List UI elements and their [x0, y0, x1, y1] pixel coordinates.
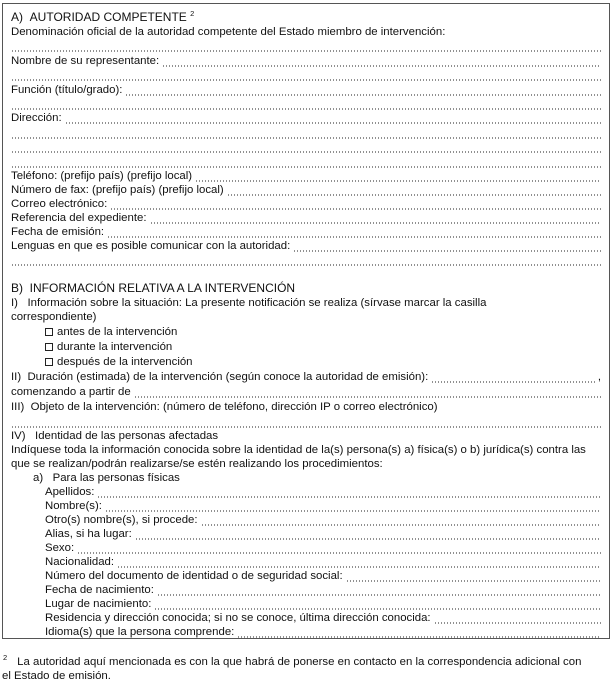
- telefono-label: Teléfono: (prefijo país) (prefijo local): [11, 170, 193, 182]
- alias-field[interactable]: [45, 527, 601, 541]
- representante-label: Nombre de su representante:: [11, 55, 160, 67]
- objeto-field[interactable]: [11, 415, 601, 429]
- footnote-line-2: el Estado de emisión.: [2, 670, 111, 682]
- personas-fisicas-heading: a) Para las personas físicas: [33, 472, 180, 484]
- nombres-field[interactable]: [45, 499, 601, 513]
- fax-label: Número de fax: (prefijo país) (prefijo local): [11, 184, 224, 196]
- documento-label: Número del documento de identidad o de seguridad social:: [45, 570, 343, 582]
- direccion-line-3[interactable]: [11, 140, 601, 154]
- duracion-label: II) Duración (estimada) de la intervención (según conoce la autoridad de emisión):: [11, 371, 429, 383]
- option-despues[interactable]: después de la intervención: [45, 355, 601, 369]
- option-durante[interactable]: durante la intervención: [45, 340, 601, 354]
- referencia-field[interactable]: [11, 211, 601, 225]
- fecha-emision-field[interactable]: [11, 225, 601, 239]
- direccion-field[interactable]: [11, 111, 601, 125]
- direccion-line-2[interactable]: [11, 126, 601, 140]
- alias-label: Alias, si ha lugar:: [45, 528, 132, 540]
- correo-label: Correo electrónico:: [11, 198, 108, 210]
- identidad-heading: IV) Identidad de las personas afectadas: [11, 430, 219, 442]
- objeto-label: III) Objeto de la intervención: (número de teléfono, dirección IP o correo electrónico): [11, 401, 438, 413]
- fecha-nacimiento-label: Fecha de nacimiento:: [45, 584, 154, 596]
- footnote-ref: 2: [190, 10, 195, 18]
- lugar-nacimiento-label: Lugar de nacimiento:: [45, 598, 152, 610]
- referencia-label: Referencia del expediente:: [11, 212, 147, 224]
- option-antes[interactable]: antes de la intervención: [45, 325, 601, 339]
- denominacion-label: Denominación oficial de la autoridad competente del Estado miembro de intervención:: [11, 26, 446, 38]
- identidad-instructions-cont: que se realizan/podrán realizarse/se estén realizando los procedimientos:: [11, 458, 383, 470]
- otros-nombres-label: Otro(s) nombre(s), si procede:: [45, 514, 198, 526]
- sexo-field[interactable]: [45, 541, 601, 555]
- section-a-heading: A) AUTORIDAD COMPETENTE $^2$: [11, 10, 195, 24]
- nacionalidad-label: Nacionalidad:: [45, 556, 115, 568]
- apellidos-field[interactable]: [45, 485, 601, 499]
- nacionalidad-field[interactable]: [45, 555, 601, 569]
- form-frame: [2, 3, 610, 639]
- representante-field[interactable]: [11, 54, 601, 68]
- footnote: [2, 655, 608, 683]
- nombres-label: Nombre(s):: [45, 500, 102, 512]
- lenguas-field[interactable]: [11, 239, 601, 253]
- idiomas-field[interactable]: [45, 625, 601, 639]
- funcion-extra-field[interactable]: [11, 97, 601, 111]
- fax-field[interactable]: [11, 183, 601, 197]
- funcion-field[interactable]: [11, 83, 601, 97]
- apellidos-label: Apellidos:: [45, 486, 95, 498]
- fecha-emision-label: Fecha de emisión:: [11, 226, 105, 238]
- checkbox-antes[interactable]: [45, 328, 53, 336]
- duracion-field[interactable]: [11, 370, 601, 384]
- funcion-label: Función (título/grado):: [11, 84, 123, 96]
- section-b-heading: B) INFORMACIÓN RELATIVA A LA INTERVENCIÓN: [11, 281, 296, 295]
- identidad-instructions: Indíquese toda la información conocida sobre la identidad de la(s) persona(s) a) física(s) o b) jurídica(s) contra las: [11, 444, 586, 456]
- comenzando-field[interactable]: [11, 385, 601, 399]
- checkbox-durante[interactable]: [45, 343, 53, 351]
- direccion-line-4[interactable]: [11, 155, 601, 169]
- correo-field[interactable]: [11, 197, 601, 211]
- residencia-label: Residencia y dirección conocida; si no se conoce, última dirección conocida:: [45, 612, 431, 624]
- idiomas-label: Idioma(s) que la persona comprende:: [45, 626, 235, 638]
- fecha-nacimiento-field[interactable]: [45, 583, 601, 597]
- telefono-field[interactable]: [11, 169, 601, 183]
- otros-nombres-field[interactable]: [45, 513, 601, 527]
- footnote-number: 2: [3, 653, 8, 663]
- situacion-label: I) Información sobre la situación: La presente notificación se realiza (sírvase marcar la casilla: [11, 297, 487, 309]
- checkbox-despues[interactable]: [45, 358, 53, 366]
- residencia-field[interactable]: [45, 611, 601, 625]
- direccion-label: Dirección:: [11, 112, 62, 124]
- situacion-label-cont: correspondiente): [11, 311, 97, 323]
- documento-field[interactable]: [45, 569, 601, 583]
- comenzando-label: comenzando a partir de: [11, 386, 131, 398]
- footnote-line-1: $^2$ La autoridad aquí mencionada es con la que habrá de ponerse en contacto en la correspondencia adicional con: [3, 653, 582, 668]
- lugar-nacimiento-field[interactable]: [45, 597, 601, 611]
- denominacion-field[interactable]: [11, 39, 601, 53]
- duracion-comma: ,: [597, 371, 601, 383]
- representante-extra-field[interactable]: [11, 68, 601, 82]
- lenguas-label: Lenguas en que es posible comunicar con la autoridad:: [11, 240, 291, 252]
- lenguas-extra-field[interactable]: [11, 253, 601, 267]
- sexo-label: Sexo:: [45, 542, 75, 554]
